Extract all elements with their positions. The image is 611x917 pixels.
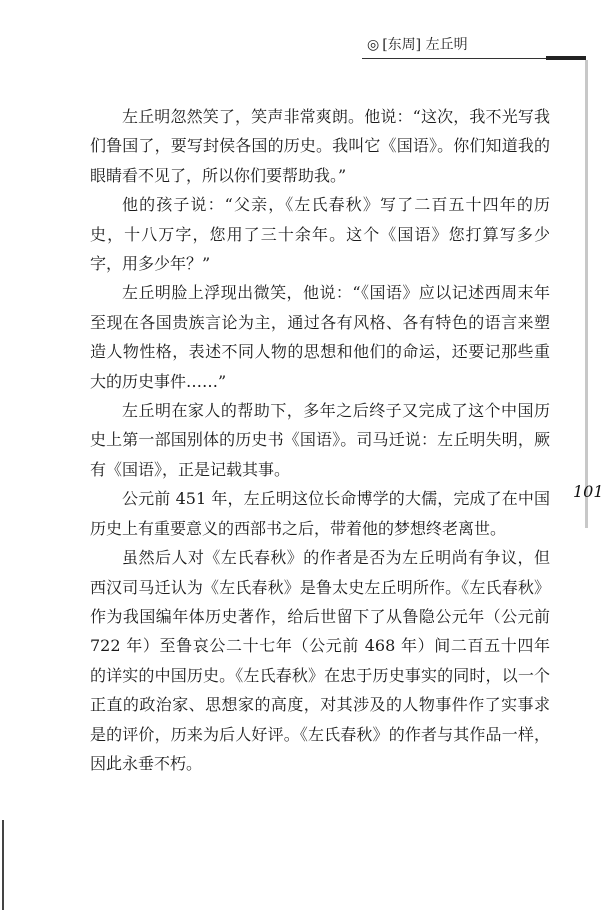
header-title: [东周] 左丘明 xyxy=(382,37,468,53)
left-edge-rule xyxy=(2,820,4,910)
paragraph-4: 左丘明在家人的帮助下，多年之后终子又完成了这个中国历史上第一部国别体的历史书《国语》。司马迁说：左丘明失明，厥有《国语》，正是记载其事。 xyxy=(90,401,550,479)
body-text xyxy=(90,102,550,778)
running-header xyxy=(367,36,468,54)
paragraph-6: 虽然后人对《左氏春秋》的作者是否为左丘明尚有争议，但西汉司马迁认为《左氏春秋》是鲁太史左丘明所作。《左氏春秋》作为我国编年体历史著作，给后世留下了从鲁隐公元年（公元前 722 年）至鲁哀公二十七年（公元前 468 年）间二百五十四年的详实的中国历史。《左氏春秋》在忠于历史事实的同时，以一个正直的政治家、思想家的高度，对其涉及的人物事件作了实事求是的评价，历来为后人好评。《左氏春秋》的作者与其作品一样，因此永垂不朽。 xyxy=(90,548,550,773)
paragraph-3: 左丘明脸上浮现出微笑，他说：“《国语》应以记述西周末年至现在各国贵族言论为主，通过各有风格、各有特色的语言来塑造人物性格，表述不同人物的思想和他们的命运，还要记那些重大的历史事件……” xyxy=(90,283,550,391)
header-underline xyxy=(362,58,546,59)
paragraph-5: 公元前 451 年，左丘明这位长命博学的大儒，完成了在中国历史上有重要意义的西部书之后，带着他的梦想终老离世。 xyxy=(90,489,550,538)
paragraph-2: 他的孩子说：“父亲，《左氏春秋》写了二百五十四年的历史，十八万字，您用了三十余年。这个《国语》您打算写多少字，用多少年？” xyxy=(90,195,550,274)
header-circle-icon: ◎ xyxy=(367,37,380,53)
header-rule xyxy=(546,56,586,60)
page-number: 101 xyxy=(573,482,604,501)
paragraph-1: 左丘明忽然笑了，笑声非常爽朗。他说：“这次，我不光写我们鲁国了，要写封侯各国的历史。我叫它《国语》。你们知道我的眼睛看不见了，所以你们要帮助我。” xyxy=(90,107,550,185)
side-rule xyxy=(585,60,588,528)
